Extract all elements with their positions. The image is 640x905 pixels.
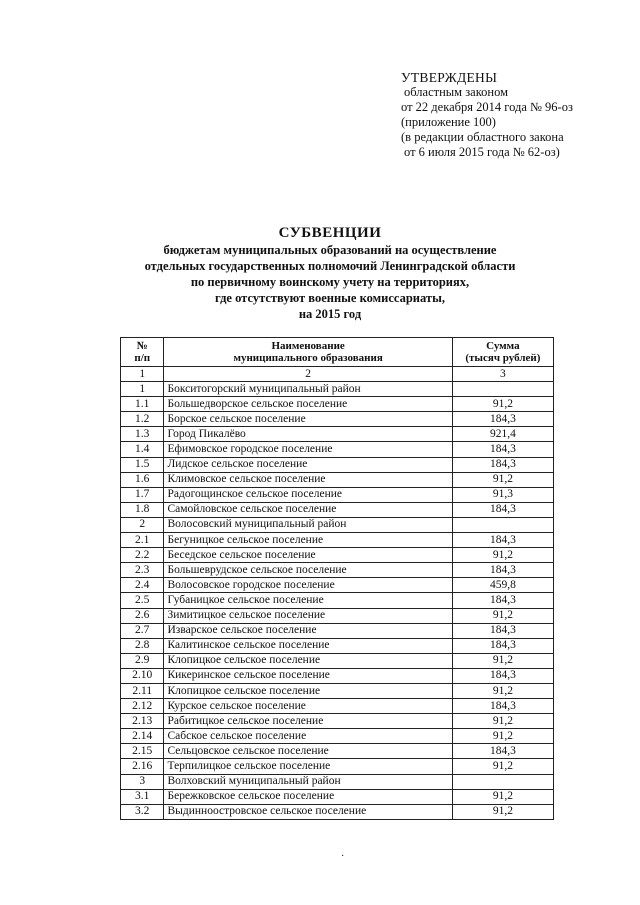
row-name: Рабитицкое сельское поселение [164,714,452,729]
row-name: Волосовское городское поселение [164,578,452,593]
row-sum: 184,3 [452,668,553,683]
row-number: 1.8 [121,502,164,517]
table-row [121,533,554,548]
row-name: Беседское сельское поселение [164,548,452,563]
table-row [121,457,554,472]
table-row [121,729,554,744]
row-sum: 184,3 [452,593,553,608]
row-name: Большеврудское сельское поселение [164,563,452,578]
row-sum: 91,2 [452,397,553,412]
table-row [121,397,554,412]
row-sum [452,382,553,397]
row-number: 2 [121,517,164,532]
row-number: 2.5 [121,593,164,608]
row-number: 2.12 [121,699,164,714]
row-sum [452,774,553,789]
table-row [121,442,554,457]
row-number: 1.2 [121,412,164,427]
approval-heading: УТВЕРЖДЕНЫ [401,70,498,85]
page-mark: · [341,851,345,862]
column-number-3: 3 [452,367,553,382]
row-number: 2.11 [121,683,164,698]
title-line-2: отдельных государственных полномочий Ленинградской области [144,259,516,273]
table-row [121,789,554,804]
row-name: Волосовский муниципальный район [164,517,452,532]
row-name: Сабское сельское поселение [164,729,452,744]
column-number-2: 2 [164,367,452,382]
row-sum: 91,2 [452,804,553,819]
row-sum: 184,3 [452,533,553,548]
table-row [121,774,554,789]
table-row [121,502,554,517]
table-row [121,683,554,698]
row-sum: 91,2 [452,472,553,487]
table-row [121,744,554,759]
row-sum: 91,2 [452,608,553,623]
row-sum: 91,2 [452,548,553,563]
row-sum: 91,3 [452,487,553,502]
row-sum: 91,2 [452,759,553,774]
row-sum: 184,3 [452,412,553,427]
row-sum: 184,3 [452,442,553,457]
row-number: 2.3 [121,563,164,578]
row-name: Радогощинское сельское поселение [164,487,452,502]
row-sum: 921,4 [452,427,553,442]
table-row [121,699,554,714]
row-number: 2.14 [121,729,164,744]
row-number: 1.4 [121,442,164,457]
row-name: Выдинноостровское сельское поселение [164,804,452,819]
table-row [121,714,554,729]
row-number: 3.2 [121,804,164,819]
header-sum-line1: Сумма [486,340,520,352]
header-number-line1: № [136,340,148,352]
row-sum: 184,3 [452,638,553,653]
document-title [100,224,560,322]
row-name: Клопицкое сельское поселение [164,653,452,668]
title-line-1: бюджетам муниципальных образований на осуществление [163,243,497,257]
row-sum [452,517,553,532]
row-name: Изварское сельское поселение [164,623,452,638]
row-name: Зимитицкое сельское поселение [164,608,452,623]
row-sum: 184,3 [452,623,553,638]
table-row [121,563,554,578]
table-row [121,593,554,608]
approval-revision-date: от 6 июля 2015 года № 62-оз) [404,145,560,159]
row-name: Большедворское сельское поселение [164,397,452,412]
title-line-5: на 2015 год [298,307,362,321]
row-number: 2.8 [121,638,164,653]
row-name: Кикеринское сельское поселение [164,668,452,683]
table-body [121,382,554,820]
title-line-3: по первичному воинскому учету на территориях, [190,275,470,289]
row-number: 2.2 [121,548,164,563]
header-number [121,338,164,367]
table-row [121,608,554,623]
table-row [121,759,554,774]
row-number: 1.3 [121,427,164,442]
row-number: 2.9 [121,653,164,668]
row-number: 2.15 [121,744,164,759]
header-name-line1: Наименование [271,340,345,352]
row-name: Калитинское сельское поселение [164,638,452,653]
table-row [121,623,554,638]
row-sum: 184,3 [452,744,553,759]
row-number: 3 [121,774,164,789]
approval-revision: (в редакции областного закона [401,130,564,144]
row-name: Терпилицкое сельское поселение [164,759,452,774]
table-row [121,578,554,593]
approval-appendix: (приложение 100) [401,115,496,129]
row-number: 1.1 [121,397,164,412]
row-name: Клопицкое сельское поселение [164,683,452,698]
row-name: Борское сельское поселение [164,412,452,427]
column-number-row [121,367,554,382]
table-header-row [121,338,554,367]
header-name [164,338,452,367]
title-line-4: где отсутствуют военные комиссариаты, [215,291,445,305]
row-sum: 91,2 [452,729,553,744]
row-sum: 184,3 [452,457,553,472]
row-number: 2.16 [121,759,164,774]
row-name: Ефимовское городское поселение [164,442,452,457]
row-sum: 184,3 [452,699,553,714]
table-row [121,427,554,442]
header-name-line2: муниципального образования [233,352,383,364]
table-row [121,668,554,683]
row-name: Город Пикалёво [164,427,452,442]
approval-law-date: от 22 декабря 2014 года № 96-оз [401,100,573,114]
row-name: Курское сельское поселение [164,699,452,714]
row-number: 1.5 [121,457,164,472]
row-number: 2.13 [121,714,164,729]
row-sum: 91,2 [452,714,553,729]
row-sum: 91,2 [452,683,553,698]
row-number: 1 [121,382,164,397]
row-number: 2.4 [121,578,164,593]
row-name: Климовское сельское поселение [164,472,452,487]
table-row [121,638,554,653]
subvention-table [120,337,554,820]
row-number: 1.6 [121,472,164,487]
row-sum: 459,8 [452,578,553,593]
row-name: Бокситогорский муниципальный район [164,382,452,397]
row-name: Бегуницкое сельское поселение [164,533,452,548]
table-row [121,382,554,397]
row-name: Сельцовское сельское поселение [164,744,452,759]
row-name: Волховский муниципальный район [164,774,452,789]
approval-block [401,70,573,160]
table-row [121,653,554,668]
table-row [121,804,554,819]
table-row [121,472,554,487]
table-row [121,412,554,427]
row-number: 2.10 [121,668,164,683]
row-sum: 91,2 [452,789,553,804]
row-number: 2.7 [121,623,164,638]
row-number: 1.7 [121,487,164,502]
row-name: Бережковское сельское поселение [164,789,452,804]
table-row [121,517,554,532]
row-name: Губаницкое сельское поселение [164,593,452,608]
table-row [121,487,554,502]
row-number: 2.6 [121,608,164,623]
header-sum [452,338,553,367]
header-number-line2: п/п [134,352,151,364]
row-sum: 184,3 [452,502,553,517]
row-sum: 184,3 [452,563,553,578]
row-number: 2.1 [121,533,164,548]
table-row [121,548,554,563]
column-number-1: 1 [121,367,164,382]
row-name: Самойловское сельское поселение [164,502,452,517]
title-main: СУБВЕНЦИИ [278,225,382,241]
approval-law-type: областным законом [404,85,509,99]
row-number: 3.1 [121,789,164,804]
row-sum: 91,2 [452,653,553,668]
row-name: Лидское сельское поселение [164,457,452,472]
header-sum-line2: (тысяч рублей) [465,352,541,364]
